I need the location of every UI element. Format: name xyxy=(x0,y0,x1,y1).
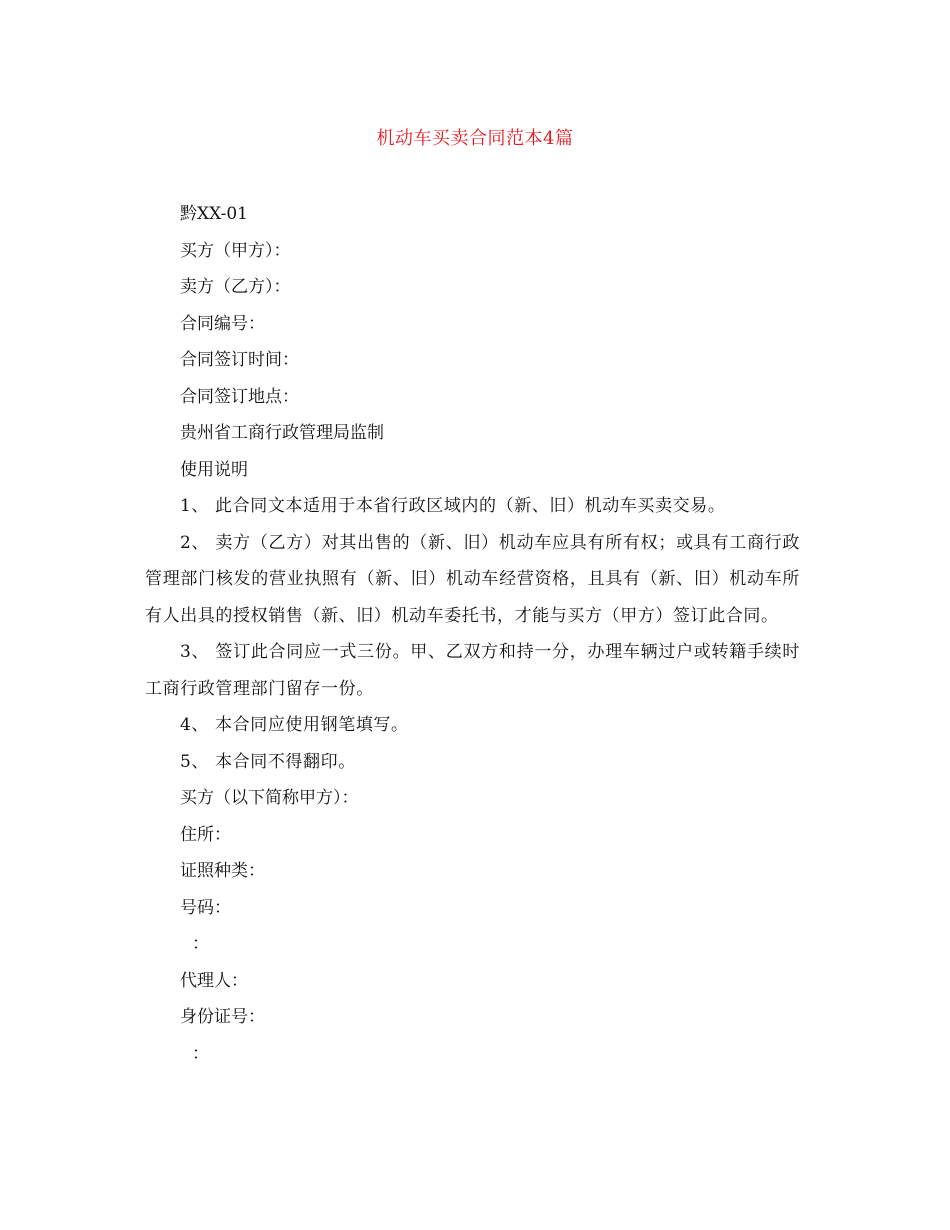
agent-label: 代理人： xyxy=(180,970,248,991)
number-label: 号码： xyxy=(180,897,231,918)
buyer-label: 买方（甲方）： xyxy=(180,240,291,261)
document-body xyxy=(145,196,800,1072)
buyer-full-label: 买方（以下简称甲方）： xyxy=(180,788,359,808)
instruction-item: 4、 本合同应使用钢笔填写。 xyxy=(180,715,409,735)
sign-time-label: 合同签订时间： xyxy=(180,350,299,370)
id-number-label: 身份证号： xyxy=(180,1007,265,1027)
sign-place-label: 合同签订地点： xyxy=(180,386,299,407)
instruction-item: 1、 此合同文本适用于本省行政区域内的（新、旧）机动车买卖交易。 xyxy=(180,496,726,516)
id-type-label: 证照种类： xyxy=(180,861,265,881)
blank-colon-line: ： xyxy=(192,934,209,954)
contract-number-label: 合同编号： xyxy=(180,313,265,334)
supervisor-line: 贵州省工商行政管理局监制 xyxy=(180,423,384,443)
region-code: 黔XX-01 xyxy=(180,204,248,224)
blank-colon-line: ： xyxy=(192,1043,209,1064)
document-title: 机动车买卖合同范本4篇 xyxy=(376,128,574,149)
usage-heading: 使用说明 xyxy=(180,459,248,480)
instruction-item: 2、 卖方（乙方）对其出售的（新、旧）机动车应具有所有权；或具有工商行政管理部门核发的营业执照有（新、旧）机动车经营资格，且具有（新、旧）机动车所有人出具的授权销售（新、旧）机动车委托书，才能与买方（甲方）签订此合同。 xyxy=(145,532,800,626)
instruction-item: 5、 本合同不得翻印。 xyxy=(180,751,356,772)
seller-label: 卖方（乙方）： xyxy=(180,277,291,297)
address-label: 住所： xyxy=(180,824,231,845)
instruction-item: 3、 签订此合同应一式三份。甲、乙双方和持一分，办理车辆过户或转籍手续时工商行政管理部门留存一份。 xyxy=(145,642,800,699)
